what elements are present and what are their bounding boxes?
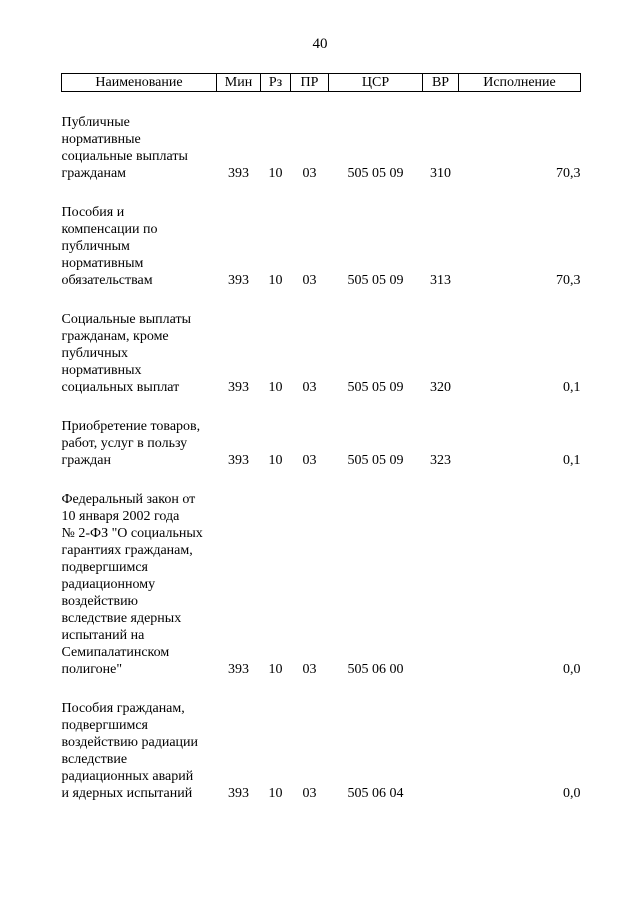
table-row — [62, 311, 581, 396]
row-csr: 505 05 09 — [347, 273, 404, 288]
row-min: 393 — [228, 380, 249, 395]
row-pr: 03 — [302, 273, 317, 288]
row-name: Публичные нормативные социальные выплаты гражданам — [61, 115, 188, 181]
row-csr: 505 05 09 — [347, 380, 404, 395]
row-pr: 03 — [302, 166, 317, 181]
row-vr: 320 — [430, 380, 451, 395]
row-min: 393 — [228, 786, 249, 801]
row-vr: 313 — [430, 273, 451, 288]
table-row — [62, 114, 581, 182]
row-vr: 323 — [430, 453, 451, 468]
row-exec: 0,0 — [563, 662, 581, 677]
row-rz: 10 — [268, 786, 283, 801]
row-exec: 70,3 — [556, 273, 581, 288]
col-header-exec: Исполнение — [459, 74, 581, 92]
row-pr: 03 — [302, 380, 317, 395]
row-rz: 10 — [268, 662, 283, 677]
table-header-row — [62, 74, 581, 92]
row-min: 393 — [228, 453, 249, 468]
row-name: Федеральный закон от 10 января 2002 года № 2-ФЗ "О социальных гарантиях гражданам, подвергшимся радиационному воздействию вследствие ядерных испытаний на Семипалатинском полигоне" — [61, 492, 203, 677]
row-pr: 03 — [302, 662, 317, 677]
row-min: 393 — [228, 273, 249, 288]
table-row — [62, 491, 581, 678]
table-row — [62, 418, 581, 469]
row-csr: 505 06 00 — [347, 662, 404, 677]
row-csr: 505 05 09 — [347, 166, 404, 181]
col-header-csr: ЦСР — [329, 74, 423, 92]
row-csr: 505 06 04 — [347, 786, 404, 801]
row-min: 393 — [228, 166, 249, 181]
row-min: 393 — [228, 662, 249, 677]
row-name: Пособия и компенсации по публичным нормативным обязательствам — [61, 205, 158, 288]
row-exec: 0,0 — [563, 786, 581, 801]
row-name: Приобретение товаров, работ, услуг в пользу граждан — [61, 419, 201, 468]
row-exec: 70,3 — [556, 166, 581, 181]
col-header-pr: ПР — [291, 74, 329, 92]
col-header-name: Наименование — [62, 74, 217, 92]
row-rz: 10 — [268, 380, 283, 395]
col-header-rz: Рз — [261, 74, 291, 92]
row-name: Пособия гражданам, подвергшимся воздействию радиации вследствие радиационных аварий и ядерных испытаний — [61, 701, 199, 801]
row-vr — [423, 491, 459, 678]
row-csr: 505 05 09 — [347, 453, 404, 468]
row-vr: 310 — [430, 166, 451, 181]
row-rz: 10 — [268, 453, 283, 468]
row-rz: 10 — [268, 273, 283, 288]
row-name: Социальные выплаты гражданам, кроме публичных нормативных социальных выплат — [61, 312, 192, 395]
page-number: 40 — [312, 36, 328, 52]
row-exec: 0,1 — [563, 380, 581, 395]
col-header-vr: ВР — [423, 74, 459, 92]
table-row — [62, 204, 581, 289]
row-vr — [423, 700, 459, 802]
row-rz: 10 — [268, 166, 283, 181]
row-pr: 03 — [302, 786, 317, 801]
budget-table — [61, 73, 581, 802]
col-header-min: Мин — [217, 74, 261, 92]
table-row — [62, 700, 581, 802]
row-pr: 03 — [302, 453, 317, 468]
row-exec: 0,1 — [563, 453, 581, 468]
